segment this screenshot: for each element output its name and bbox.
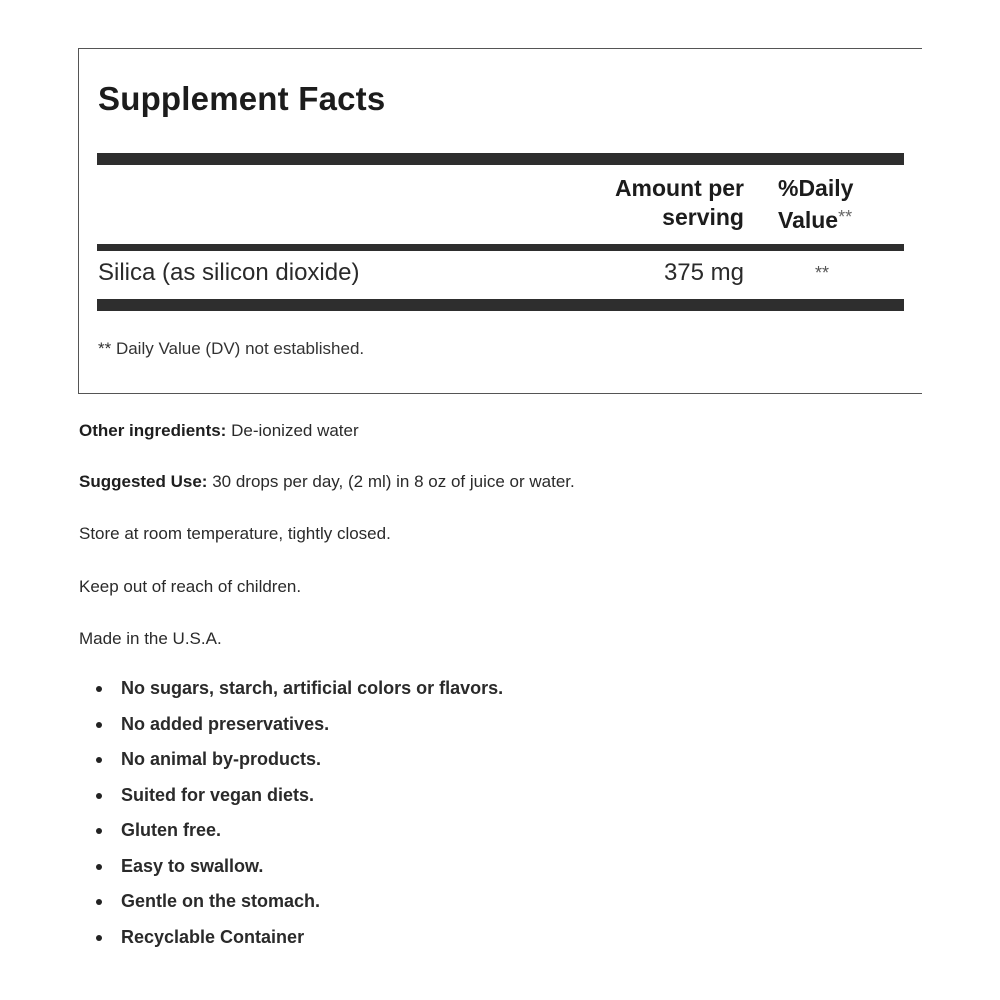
daily-value-footnote: ** Daily Value (DV) not established. bbox=[98, 339, 365, 358]
feature-text: Suited for vegan diets. bbox=[121, 784, 315, 805]
feature-text: No added preservatives. bbox=[121, 713, 330, 734]
other-ingredients bbox=[79, 421, 359, 441]
bullet-icon bbox=[96, 828, 102, 834]
bottom-divider bbox=[97, 299, 904, 311]
bullet-icon bbox=[96, 793, 102, 799]
nutrient-daily-value: ** bbox=[815, 263, 830, 283]
bullet-icon bbox=[96, 899, 102, 905]
suggested-use bbox=[79, 472, 575, 492]
feature-item bbox=[95, 676, 503, 712]
nutrient-amount: 375 mg bbox=[663, 259, 744, 286]
amount-header-line2: serving bbox=[662, 204, 744, 230]
amount-header-line1: Amount per bbox=[614, 175, 744, 201]
other-ingredients-value: De-ionized water bbox=[226, 421, 359, 440]
feature-text: Gluten free. bbox=[121, 820, 222, 840]
other-ingredients-label: Other ingredients: bbox=[79, 421, 227, 440]
feature-list bbox=[95, 676, 503, 960]
middle-divider bbox=[97, 244, 904, 251]
bullet-icon bbox=[96, 686, 102, 692]
suggested-use-value: 30 drops per day, (2 ml) in 8 oz of juice or water. bbox=[207, 472, 575, 491]
nutrient-name: Silica (as silicon dioxide) bbox=[98, 259, 360, 286]
child-warning: Keep out of reach of children. bbox=[79, 577, 302, 596]
dv-header-marker: ** bbox=[838, 207, 853, 227]
bullet-icon bbox=[96, 757, 102, 763]
feature-text: No sugars, starch, artificial colors or flavors. bbox=[121, 678, 504, 698]
feature-item bbox=[95, 783, 503, 819]
bullet-icon bbox=[96, 864, 102, 870]
feature-item bbox=[95, 712, 503, 748]
dv-header-line1: %Daily bbox=[778, 175, 854, 201]
bullet-icon bbox=[96, 722, 102, 728]
feature-item bbox=[95, 854, 503, 890]
supplement-facts-title: Supplement Facts bbox=[98, 80, 386, 117]
feature-item bbox=[95, 747, 503, 783]
country-of-origin: Made in the U.S.A. bbox=[79, 629, 222, 648]
daily-value-header bbox=[778, 174, 853, 235]
suggested-use-label: Suggested Use: bbox=[79, 472, 208, 491]
supplement-facts-panel bbox=[78, 48, 922, 394]
bullet-icon bbox=[96, 935, 102, 941]
feature-text: Recyclable Container bbox=[121, 926, 305, 947]
feature-item bbox=[95, 925, 503, 961]
dv-header-line2-wrap bbox=[778, 203, 853, 235]
feature-text: Easy to swallow. bbox=[121, 855, 264, 876]
amount-per-serving-header bbox=[615, 174, 744, 232]
top-divider bbox=[97, 153, 904, 165]
storage-instructions: Store at room temperature, tightly closed. bbox=[79, 524, 391, 543]
dv-header-line2: Value bbox=[778, 207, 839, 233]
feature-item bbox=[95, 889, 503, 925]
feature-text: No animal by-products. bbox=[121, 749, 322, 769]
feature-item bbox=[95, 818, 503, 854]
feature-text: Gentle on the stomach. bbox=[121, 891, 321, 911]
